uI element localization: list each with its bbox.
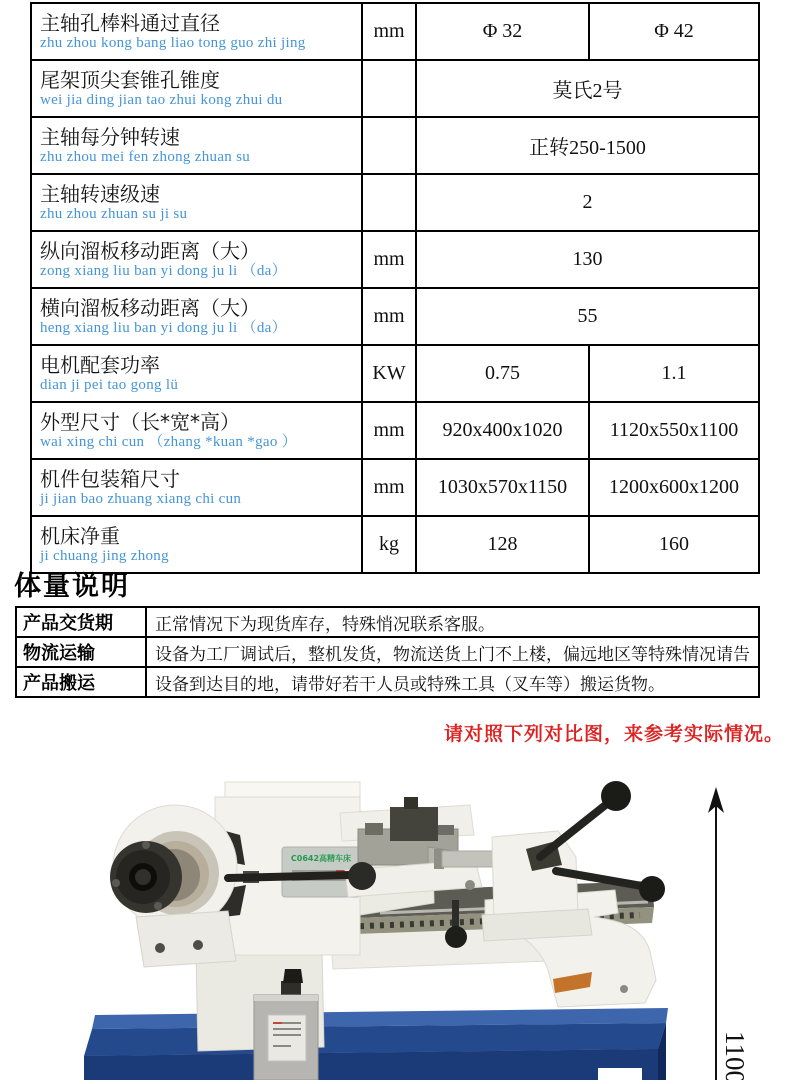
spec-value-merged: 130 xyxy=(416,231,759,288)
lathe-illustration xyxy=(0,765,790,1080)
spec-label: 主轴转速级速 xyxy=(40,181,160,206)
spec-label-cell xyxy=(31,345,362,402)
spec-label: 外型尺寸（长*宽*高） xyxy=(40,409,240,434)
spec-value-2: 1200x600x1200 xyxy=(589,459,759,516)
spec-label-cell xyxy=(31,117,362,174)
machine-figure xyxy=(0,765,790,1080)
info-label: 产品交货期 xyxy=(16,607,146,637)
plate-title: C0642高精车床 xyxy=(290,854,352,863)
section-title: 体量说明 xyxy=(14,571,130,602)
spec-row-cross-travel xyxy=(31,288,759,345)
spec-unit xyxy=(362,117,416,174)
toolpost xyxy=(390,807,438,841)
spec-value-merged: 55 xyxy=(416,288,759,345)
spec-row-longitudinal-travel xyxy=(31,231,759,288)
dimension-label: 1100 xyxy=(720,1031,750,1080)
spec-pinyin: zong xiang liu ban yi dong ju li （da） xyxy=(40,262,287,279)
spec-row-speed-steps xyxy=(31,174,759,231)
info-row-handling xyxy=(16,667,759,697)
spec-unit: mm xyxy=(362,402,416,459)
spec-pinyin: zhu zhou mei fen zhong zhuan su xyxy=(40,148,251,165)
spec-unit: mm xyxy=(362,3,416,60)
ebox-label xyxy=(268,1015,306,1061)
spec-unit: mm xyxy=(362,459,416,516)
info-table xyxy=(15,606,760,698)
spec-unit: mm xyxy=(362,231,416,288)
lever-ball xyxy=(639,876,665,902)
spec-value-1: 1030x570x1150 xyxy=(416,459,589,516)
spindle-chuck xyxy=(110,805,237,967)
spec-label-cell xyxy=(31,459,362,516)
spec-value-1: 920x400x1020 xyxy=(416,402,589,459)
spec-label-cell xyxy=(31,3,362,60)
spec-row-bore-diameter xyxy=(31,3,759,60)
spec-label: 尾架顶尖套锥孔锥度 xyxy=(40,67,220,92)
spec-value-merged: 正转250-1500 xyxy=(416,117,759,174)
spec-label-cell xyxy=(31,288,362,345)
spec-value-merged: 莫氏2号 xyxy=(416,60,759,117)
height-dimension xyxy=(708,787,750,1080)
lever-ball xyxy=(348,862,376,890)
spec-label-cell xyxy=(31,60,362,117)
spec-label: 机件包装箱尺寸 xyxy=(40,466,180,491)
spec-unit: KW xyxy=(362,345,416,402)
spec-label: 电机配套功率 xyxy=(40,352,160,377)
spec-unit xyxy=(362,60,416,117)
comparison-notice: 请对照下列对比图，来参考实际情况。 xyxy=(443,723,784,745)
spec-value-merged: 2 xyxy=(416,174,759,231)
spec-value-2: 160 xyxy=(589,516,759,573)
spec-value-1: Φ 32 xyxy=(416,3,589,60)
spec-label-cell xyxy=(31,402,362,459)
lever-ball xyxy=(601,781,631,811)
spec-pinyin: zhu zhou zhuan su ji su xyxy=(40,205,188,222)
spec-unit: kg xyxy=(362,516,416,573)
spec-row-motor-power xyxy=(31,345,759,402)
info-desc: 正常情况下为现货库存，特殊悄况联系客服。 xyxy=(146,607,759,637)
spec-label: 纵向溜板移动距离（大） xyxy=(40,238,260,263)
spec-table xyxy=(30,2,760,574)
chuck-bracket xyxy=(136,911,236,967)
info-desc: 设备到达目的地，请带好若干人员或特殊工具（叉车等）搬运货物。 xyxy=(146,667,759,697)
spec-unit xyxy=(362,174,416,231)
spec-pinyin: wei jia ding jian tao zhui kong zhui du xyxy=(40,91,283,108)
spec-pinyin: heng xiang liu ban yi dong ju li （da） xyxy=(40,319,287,336)
spec-row-packing-size xyxy=(31,459,759,516)
spec-pinyin: wai xing chi cun （zhang *kuan *gao ） xyxy=(40,433,297,450)
spec-value-1: 128 xyxy=(416,516,589,573)
spec-value-1: 0.75 xyxy=(416,345,589,402)
spec-label: 主轴每分钟转速 xyxy=(40,124,180,149)
spec-value-2: 1.1 xyxy=(589,345,759,402)
spec-pinyin: ji jian bao zhuang xiang chi cun xyxy=(40,490,242,507)
spec-row-outer-dimensions xyxy=(31,402,759,459)
spec-label-cell xyxy=(31,231,362,288)
spec-pinyin: dian ji pei tao gong lü xyxy=(40,376,179,393)
info-desc: 设备为工厂调试后，整机发货，物流送货上门不上楼，偏远地区等特殊情况请告 xyxy=(146,637,759,667)
spec-unit: mm xyxy=(362,288,416,345)
spec-label: 主轴孔棒料通过直径 xyxy=(40,10,220,35)
info-label: 产品搬运 xyxy=(16,667,146,697)
info-row-logistics xyxy=(16,637,759,667)
spec-label: 横向溜板移动距离（大） xyxy=(40,295,260,320)
spec-label: 机床净重 xyxy=(40,523,120,548)
spec-value-2: Φ 42 xyxy=(589,3,759,60)
spec-row-tailstock-taper xyxy=(31,60,759,117)
spec-label-cell xyxy=(31,174,362,231)
spec-pinyin: zhu zhou kong bang liao tong guo zhi jing xyxy=(40,34,306,51)
carriage-knob xyxy=(445,926,467,948)
info-label: 物流运输 xyxy=(16,637,146,667)
spec-pinyin: ji chuang jing zhong xyxy=(40,547,169,564)
spec-row-net-weight xyxy=(31,516,759,573)
info-row-delivery xyxy=(16,607,759,637)
spec-value-2: 1120x550x1100 xyxy=(589,402,759,459)
spec-row-spindle-speed xyxy=(31,117,759,174)
